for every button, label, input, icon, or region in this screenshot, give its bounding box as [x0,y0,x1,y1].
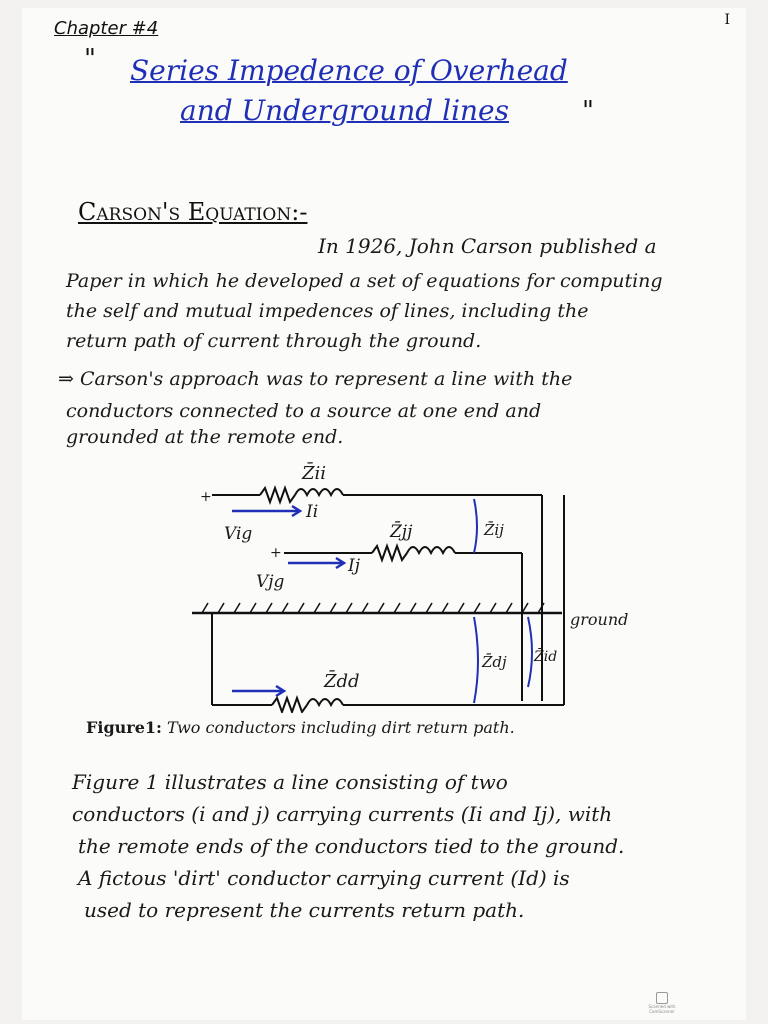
title-line-1: Series Impedence of Overhead [130,54,568,87]
title-line-2: and Underground lines [180,94,509,127]
title-close-quote: " [582,96,594,126]
inductor-ii [295,489,343,495]
inductor-jj [407,547,455,553]
mutual-coupling-ij [474,499,477,553]
paragraph2-line-3: grounded at the remote end. [66,426,344,448]
label-zid: Z̄id [534,649,558,665]
mutual-coupling-id [528,617,532,687]
resistor-jj [372,546,407,560]
label-zij: Z̄ij [484,521,504,539]
paragraph3-line-1: Figure 1 illustrates a line consisting of two [72,770,508,794]
paragraph3-line-5: used to represent the currents return path. [84,898,525,922]
paragraph1-line-1: In 1926, John Carson published a [318,234,657,258]
resistor-ii [260,488,295,502]
label-zdd: Z̄dd [324,671,360,692]
resistor-dd [272,698,307,712]
paragraph2-line-2: conductors connected to a source at one end and [66,400,542,422]
notebook-page [22,8,746,1020]
camscanner-logo-icon [656,992,668,1004]
label-vjg: Vjg [256,572,285,592]
paragraph1-line-2: Paper in which he developed a set of equations for computing [66,270,663,292]
paragraph3-line-4: A fictous 'dirt' conductor carrying current (Id) is [78,866,570,890]
plus-i: + [200,489,212,505]
page-title [92,54,692,128]
label-vig: Vig [224,524,253,544]
plus-j: + [270,545,282,561]
label-ground: ground [570,610,629,629]
two-conductor-circuit-diagram [172,453,642,713]
label-zdj: Z̄dj [482,653,507,671]
scanner-watermark [648,992,676,1018]
section-heading: Carson's Equation:- [78,198,308,226]
title-open-quote: " [84,44,96,74]
label-zjj: Z̄jj [390,522,413,542]
figure-caption-label: Figure1: [86,718,162,737]
label-zii: Z̄ii [302,463,327,484]
ground-hatching [202,603,544,613]
paragraph1-line-3: the self and mutual impedences of lines, including the [66,300,589,322]
label-ij: Ij [348,556,360,576]
paragraph3-line-3: the remote ends of the conductors tied to the ground. [78,834,625,858]
mutual-coupling-dj [474,617,478,703]
chapter-label: Chapter #4 [54,18,159,39]
figure-caption [86,718,515,737]
figure-caption-text: Two conductors including dirt return path. [167,718,515,737]
corner-mark: I [724,12,730,28]
scanner-text: Scanned with CamScanner [648,1004,676,1014]
paragraph3-line-2: conductors (i and j) carrying currents (Ii and Ij), with [72,802,613,826]
paragraph1-line-4: return path of current through the ground. [66,330,482,352]
label-ii: Ii [306,502,319,522]
paragraph2-line-1: ⇒ Carson's approach was to represent a line with the [58,368,573,390]
inductor-dd [307,699,343,705]
